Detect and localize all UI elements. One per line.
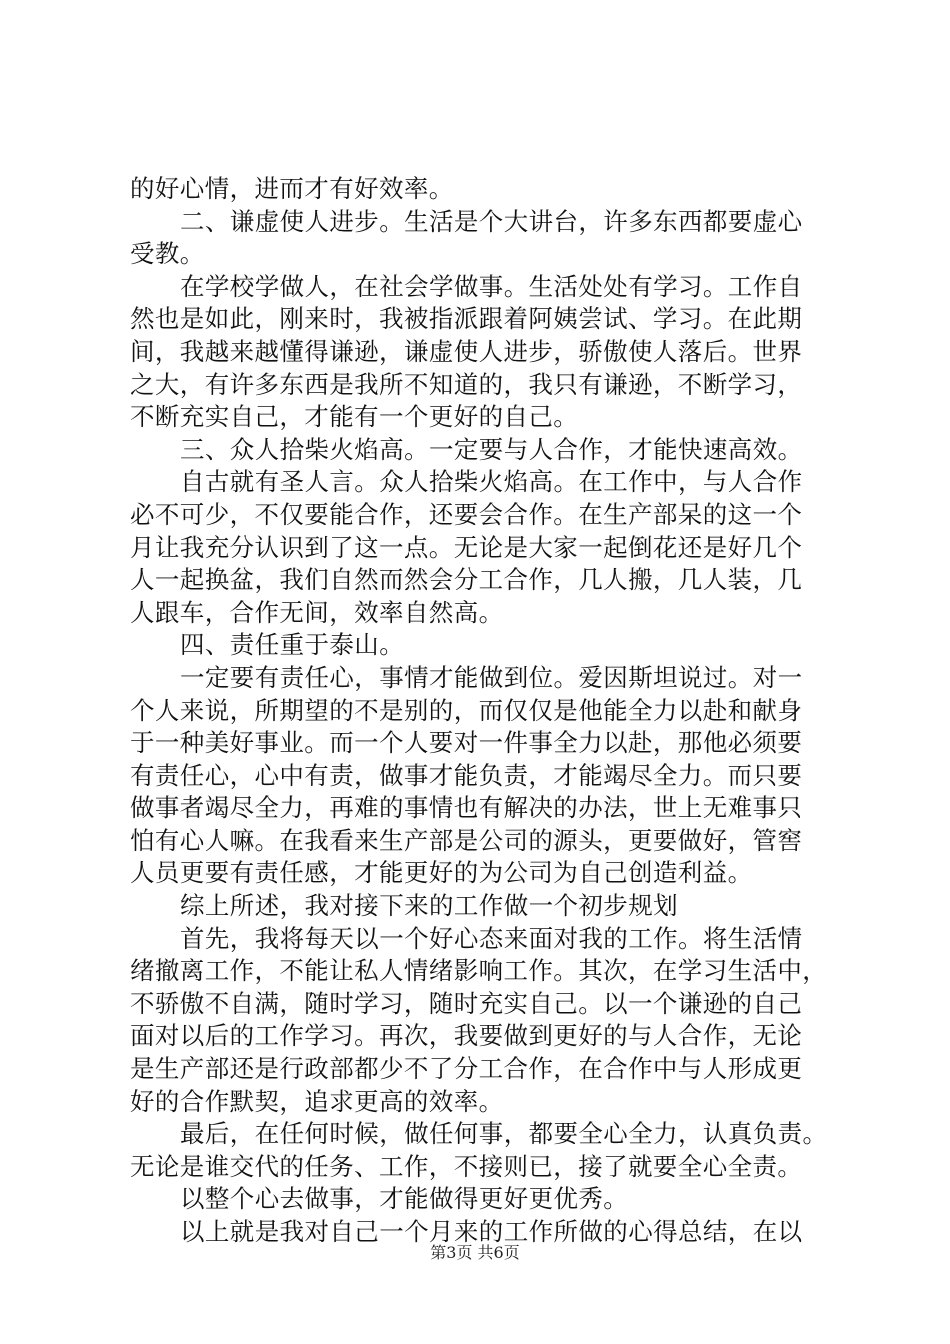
text-line: 之大，有许多东西是我所不知道的，我只有谦逊，不断学习， xyxy=(130,369,803,399)
text-line: 人跟车，合作无间，效率自然高。 xyxy=(130,597,504,627)
text-line: 好的合作默契，追求更高的效率。 xyxy=(130,1086,504,1116)
text-line: 于一种美好事业。而一个人要对一件事全力以赴，那他必须要 xyxy=(130,728,803,758)
section-heading-4: 四、责任重于泰山。 xyxy=(180,630,405,660)
paragraph-start: 首先，我将每天以一个好心态来面对我的工作。将生活情 xyxy=(180,923,803,953)
paragraph-start: 以整个心去做事，才能做得更好更优秀。 xyxy=(180,1184,629,1214)
text-line: 无论是谁交代的任务、工作，不接则已，接了就要全心全责。 xyxy=(130,1151,803,1181)
text-line: 人一起换盆，我们自然而然会分工合作，几人搬，几人装，几 xyxy=(130,565,803,595)
text-line: 怕有心人嘛。在我看来生产部是公司的源头，更要做好，管窖 xyxy=(130,825,803,855)
section-heading-2: 二、谦虚使人进步。生活是个大讲台，许多东西都要虚心 xyxy=(180,206,803,236)
body-text xyxy=(130,173,830,1249)
text-line: 间，我越来越懂得谦逊，谦虚使人进步，骄傲使人落后。世界 xyxy=(130,336,803,366)
section-heading-3: 三、众人拾柴火焰高。一定要与人合作，才能快速高效。 xyxy=(180,434,803,464)
text-line: 必不可少，不仅要能合作，还要会合作。在生产部呆的这一个 xyxy=(130,499,803,529)
text-line: 的好心情，进而才有好效率。 xyxy=(130,174,454,203)
text-line: 人员更要有责任感，才能更好的为公司为自己创造利益。 xyxy=(130,858,753,888)
text-line: 受教。 xyxy=(130,239,205,269)
text-line: 面对以后的工作学习。再次，我要做到更好的与人合作，无论 xyxy=(130,1021,803,1051)
text-line: 不骄傲不自满，随时学习，随时充实自己。以一个谦逊的自己 xyxy=(130,988,803,1018)
page-number-footer: 第3页 共6页 xyxy=(430,1243,520,1262)
paragraph-start: 以上就是我对自己一个月来的工作所做的心得总结，在以 xyxy=(180,1217,803,1246)
paragraph-start: 在学校学做人，在社会学做事。生活处处有学习。工作自 xyxy=(180,271,803,301)
text-line: 做事者竭尽全力，再难的事情也有解决的办法，世上无难事只 xyxy=(130,793,803,823)
paragraph-start: 一定要有责任心，事情才能做到位。爱因斯坦说过。对一 xyxy=(180,662,803,692)
text-line: 然也是如此，刚来时，我被指派跟着阿姨尝试、学习。在此期 xyxy=(130,304,803,334)
text-line: 月让我充分认识到了这一点。无论是大家一起倒花还是好几个 xyxy=(130,532,803,562)
text-line: 有责任心，心中有责，做事才能负责，才能竭尽全力。而只要 xyxy=(130,760,803,790)
text-line: 是生产部还是行政部都少不了分工合作，在合作中与人形成更 xyxy=(130,1054,803,1084)
paragraph-start: 自古就有圣人言。众人拾柴火焰高。在工作中，与人合作 xyxy=(180,467,803,497)
summary-heading: 综上所述，我对接下来的工作做一个初步规划 xyxy=(180,891,678,921)
text-line: 绪撤离工作，不能让私人情绪影响工作。其次，在学习生活中， xyxy=(130,956,828,986)
paragraph-start: 最后，在任何时候，做任何事，都要全心全力，认真负责。 xyxy=(180,1119,828,1149)
text-line: 个人来说，所期望的不是别的，而仅仅是他能全力以赴和献身 xyxy=(130,695,803,725)
text-line: 不断充实自己，才能有一个更好的自己。 xyxy=(130,402,579,432)
